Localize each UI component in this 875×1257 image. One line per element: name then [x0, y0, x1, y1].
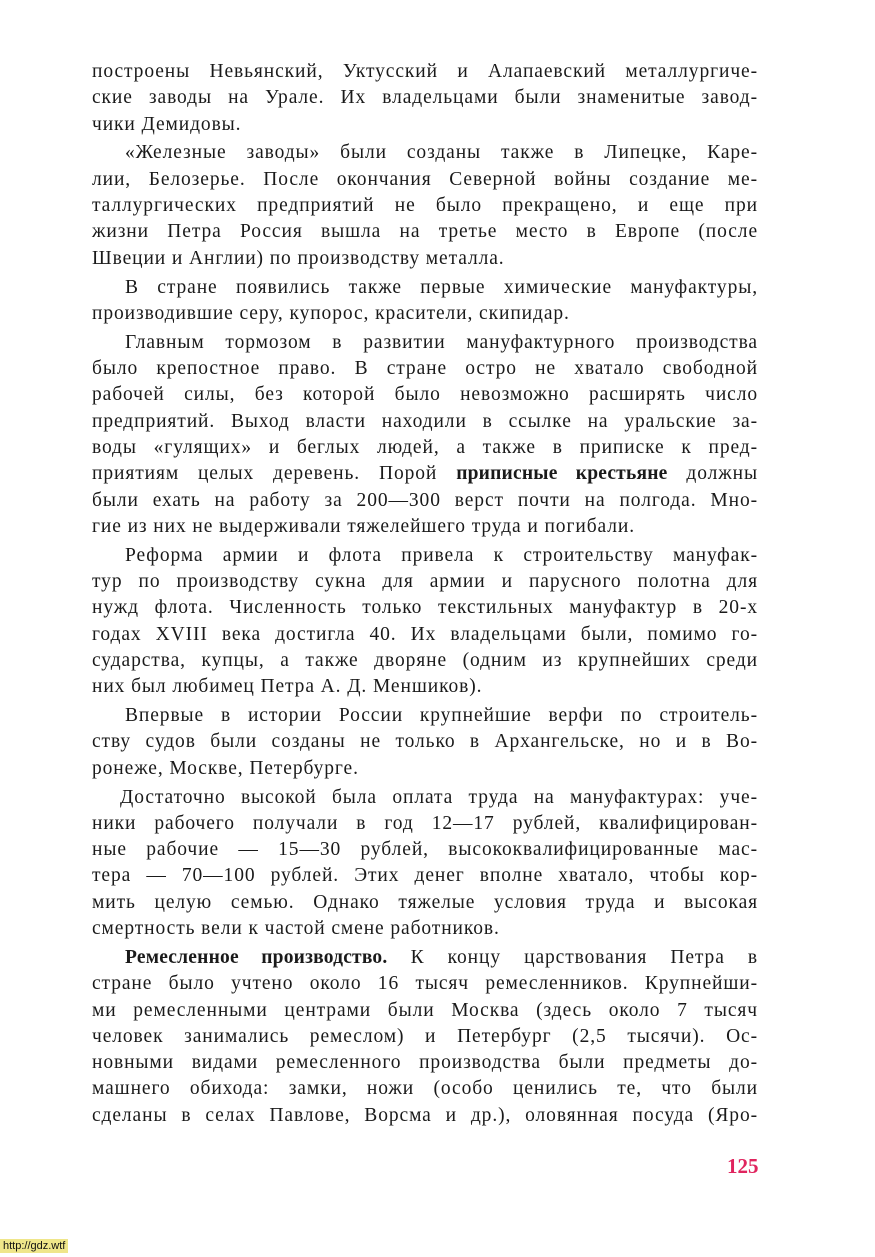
- text-line: нужд флота. Численность только текстильных мануфактур в 20-х: [92, 597, 758, 619]
- body-text: [92, 59, 758, 1129]
- text-line: гие из них не выдерживали тяжелейшего труда и погибали.: [92, 515, 635, 537]
- text-line: Впервые в истории России крупнейшие верфи по строитель-: [125, 705, 758, 727]
- text-segment: приятиям целых деревень. Порой: [92, 463, 457, 485]
- paragraph: [92, 140, 758, 271]
- text-line: построены Невьянский, Уктусский и Алапаевский металлургиче-: [92, 61, 758, 82]
- paragraph: [92, 703, 758, 782]
- paragraph: [92, 59, 758, 138]
- text-line: чики Демидовы.: [92, 113, 242, 135]
- text-line: сделаны в селах Павлове, Ворсма и др.), оловянная посуда (Яро-: [92, 1104, 758, 1126]
- text-line: Реформа армии и флота привела к строительству мануфак-: [125, 544, 758, 566]
- text-line: новными видами ремесленного производства были предметы до-: [92, 1052, 758, 1074]
- text-line: ные рабочие — 15—30 рублей, высококвалифицированные мас-: [92, 839, 758, 861]
- paragraph: [92, 275, 758, 328]
- text-line: «Железные заводы» были созданы также в Липецке, Каре-: [125, 142, 758, 164]
- text-line: ству судов были созданы не только в Архангельске, но и в Во-: [92, 731, 758, 753]
- text-line: ские заводы на Урале. Их владельцами были знаменитые завод-: [92, 87, 758, 109]
- text-line: ронеже, Москве, Петербурге.: [92, 757, 359, 779]
- paragraph: [92, 330, 758, 540]
- paragraph: [92, 785, 758, 943]
- text-line: были ехать на работу за 200—300 верст почти на полгода. Мно-: [92, 489, 758, 511]
- text-line: годах XVIII века достигла 40. Их владельцами были, помимо го-: [92, 623, 758, 645]
- source-link[interactable]: http://gdz.wtf: [0, 1239, 68, 1253]
- text-line: В стране появились также первые химические мануфактуры,: [125, 276, 758, 298]
- text-line: них был любимец Петра А. Д. Меншиков).: [92, 676, 483, 698]
- bold-term: Ремесленное производство.: [125, 946, 388, 968]
- text-line: таллургических предприятий не было прекращено, и еще при: [92, 195, 758, 217]
- text-line: тур по производству сукна для армии и парусного полотна для: [92, 571, 758, 593]
- text-line: ми ремесленными центрами были Москва (здесь около 7 тысяч: [92, 999, 758, 1021]
- paragraph: [92, 543, 758, 701]
- text-segment: должны: [667, 463, 758, 485]
- text-line: [92, 461, 758, 487]
- text-line: Достаточно высокой была оплата труда на мануфактурах: уче-: [120, 786, 758, 808]
- page-number: 125: [727, 1154, 759, 1178]
- bold-term: приписные крестьяне: [456, 463, 668, 485]
- text-line: [92, 945, 758, 971]
- text-line: сударства, купцы, а также дворяне (одним из крупнейших среди: [92, 649, 758, 671]
- text-line: машнего обихода: замки, ножи (особо ценились те, что были: [92, 1078, 758, 1100]
- text-line: жизни Петра Россия вышла на третье место в Европе (после: [92, 221, 758, 243]
- text-line: было крепостное право. В стране остро не хватало свободной: [92, 358, 758, 380]
- paragraph: [92, 945, 758, 1129]
- text-line: воды «гулящих» и беглых людей, а также в приписке к пред-: [92, 436, 758, 458]
- text-segment: К концу царствования Петра в: [387, 946, 759, 968]
- text-line: лии, Белозерье. После окончания Северной войны создание ме-: [92, 168, 758, 190]
- text-line: рабочей силы, без которой было невозможно расширять число: [92, 384, 758, 406]
- text-line: Швеции и Англии) по производству металла.: [92, 247, 505, 269]
- text-line: ники рабочего получали в год 12—17 рублей, квалифицирован-: [92, 812, 758, 834]
- text-line: Главным тормозом в развитии мануфактурного производства: [125, 331, 758, 353]
- text-line: мить целую семью. Однако тяжелые условия труда и высокая: [92, 891, 758, 913]
- text-line: смертность вели к частой смене работников.: [92, 918, 500, 940]
- text-line: производившие серу, купорос, красители, скипидар.: [92, 302, 570, 324]
- text-line: тера — 70—100 рублей. Этих денег вполне хватало, чтобы кор-: [92, 865, 758, 887]
- text-line: человек занимались ремеслом) и Петербург (2,5 тысячи). Ос-: [92, 1025, 758, 1047]
- text-line: предприятий. Выход власти находили в ссылке на уральские за-: [92, 410, 758, 432]
- text-line: стране было учтено около 16 тысяч ремесленников. Крупнейши-: [92, 973, 758, 995]
